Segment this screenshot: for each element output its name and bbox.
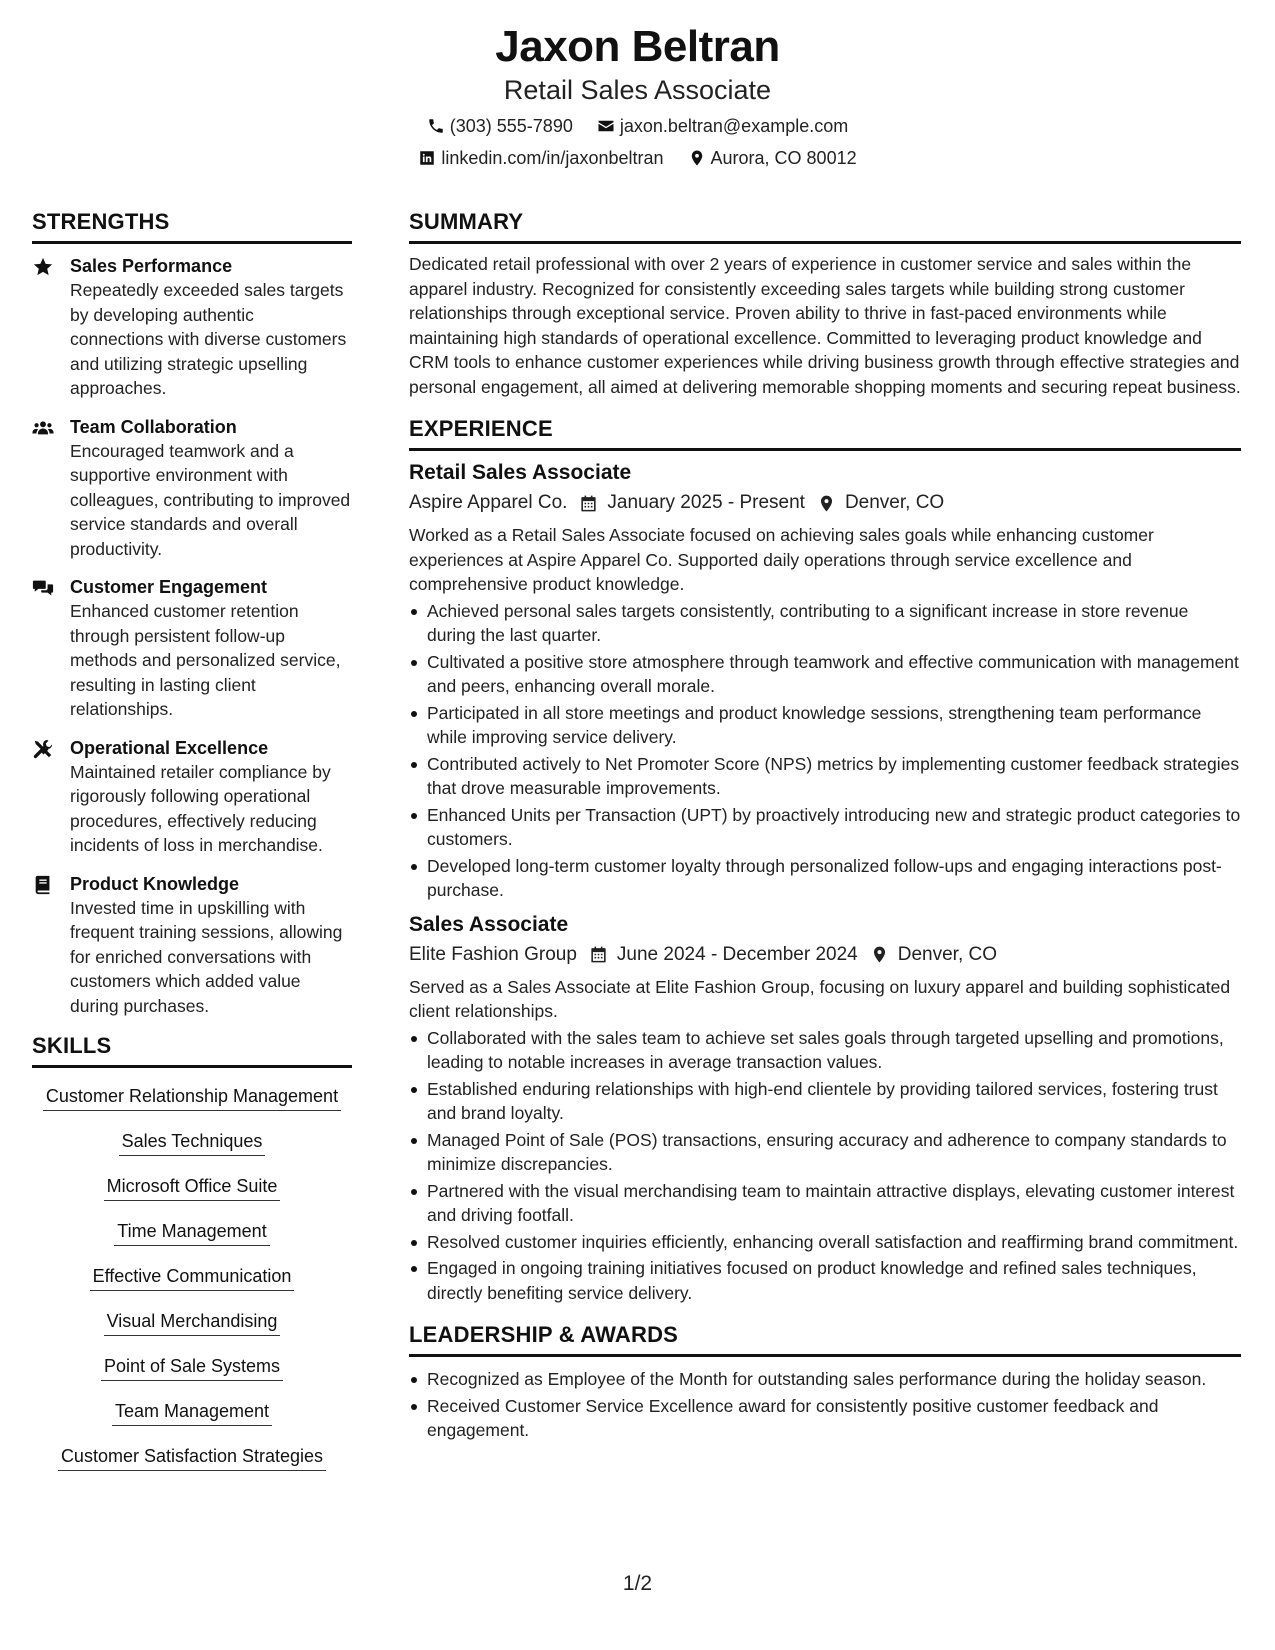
strength-title: Operational Excellence — [70, 737, 269, 758]
job-bullet: Enhanced Units per Transaction (UPT) by proactively introducing new and strategic product categories to customers. — [409, 803, 1241, 852]
strength-title: Team Collaboration — [70, 416, 237, 437]
awards-heading: LEADERSHIP & AWARDS — [409, 1321, 1241, 1357]
map-marker-icon — [817, 494, 836, 513]
skill-tag: Microsoft Office Suite — [104, 1174, 281, 1201]
job-bullet: Resolved customer inquiries efficiently, enhancing overall satisfaction and reaffirming brand commitment. — [409, 1230, 1241, 1255]
job-meta — [409, 941, 1241, 969]
skill-tag: Team Management — [112, 1399, 272, 1426]
strengths-list — [32, 254, 352, 1018]
map-marker-icon — [870, 945, 889, 964]
contact-email[interactable] — [597, 114, 848, 138]
resume-header — [0, 20, 1275, 170]
strength-text: Encouraged teamwork and a supportive environment with colleagues, contributing to improved service standards and overall productivity. — [70, 440, 351, 559]
job-bullets — [409, 1026, 1241, 1306]
skill-tag: Customer Satisfaction Strategies — [58, 1444, 326, 1471]
email-text[interactable]: jaxon.beltran@example.com — [619, 116, 849, 136]
users-icon — [32, 417, 54, 439]
skill-tag: Time Management — [114, 1219, 269, 1246]
skill-tag: Effective Communication — [90, 1264, 295, 1291]
strength-text: Invested time in upskilling with frequent training sessions, allowing for enriched conversations with customers which added value during purchases. — [70, 897, 343, 1016]
strength-item — [32, 736, 352, 858]
linkedin-icon — [418, 149, 436, 167]
strength-title: Product Knowledge — [70, 873, 240, 894]
contact-phone — [427, 114, 573, 138]
contact-row-2 — [0, 146, 1275, 170]
job-bullet: Managed Point of Sale (POS) transactions, ensuring accuracy and adherence to company standards to minimize discrepancies. — [409, 1128, 1241, 1177]
strength-text: Enhanced customer retention through persistent follow-up methods and personalized service, resulting in lasting client relationships. — [70, 601, 341, 719]
phone-icon — [427, 117, 445, 135]
phone-text: (303) 555-7890 — [449, 116, 573, 136]
strength-item — [32, 575, 352, 722]
job-location: Denver, CO — [844, 492, 945, 513]
job-company: Elite Fashion Group — [409, 943, 577, 965]
envelope-icon — [597, 117, 615, 135]
location-text: Aurora, CO 80012 — [710, 148, 857, 168]
job-entry — [409, 459, 1241, 903]
job-title: Retail Sales Associate — [409, 461, 632, 484]
job-bullet: Developed long-term customer loyalty through personalized follow-ups and engaging interactions post-purchase. — [409, 854, 1241, 903]
star-icon — [32, 256, 54, 278]
map-marker-icon — [688, 149, 706, 167]
job-dates: January 2025 - Present — [607, 492, 805, 513]
strength-title: Customer Engagement — [70, 577, 268, 597]
contact-row-1 — [0, 114, 1275, 138]
strength-text: Maintained retailer compliance by rigorously following operational procedures, effectively reducing incidents of loss in merchandise. — [70, 761, 331, 855]
calendar-icon — [579, 494, 598, 513]
strength-item — [32, 254, 352, 401]
strengths-heading: STRENGTHS — [32, 208, 352, 244]
linkedin-text[interactable]: linkedin.com/in/jaxonbeltran — [441, 148, 664, 168]
job-bullet: Achieved personal sales targets consistently, contributing to a significant increase in store revenue during the last quarter. — [409, 599, 1241, 648]
skills-heading: SKILLS — [32, 1032, 352, 1068]
job-description: Served as a Sales Associate at Elite Fashion Group, focusing on luxury apparel and building sophisticated client relationships. — [409, 976, 1231, 1021]
candidate-name: Jaxon Beltran — [495, 22, 780, 71]
job-entry — [409, 911, 1241, 1306]
page-number: 1/2 — [622, 1572, 653, 1595]
experience-heading: EXPERIENCE — [409, 415, 1241, 451]
strength-item — [32, 415, 352, 562]
job-title: Sales Associate — [409, 912, 569, 936]
strength-title: Sales Performance — [70, 256, 233, 276]
award-item: Recognized as Employee of the Month for outstanding sales performance during the holiday season. — [409, 1367, 1241, 1392]
skills-list — [32, 1084, 352, 1489]
job-location: Denver, CO — [897, 943, 998, 965]
job-bullet: Contributed actively to Net Promoter Score (NPS) metrics by implementing customer feedback strategies that drove measurable improvements. — [409, 752, 1241, 801]
award-item: Received Customer Service Excellence award for consistently positive customer feedback and engagement. — [409, 1394, 1241, 1443]
left-column — [32, 208, 352, 1489]
strength-text: Repeatedly exceeded sales targets by developing authentic connections with diverse customers and utilizing strategic upselling approaches. — [70, 280, 347, 398]
calendar-icon — [589, 945, 608, 964]
skill-tag: Sales Techniques — [119, 1129, 266, 1156]
contact-location — [688, 146, 857, 170]
summary-text: Dedicated retail professional with over 2 years of experience in customer service and sales within the apparel industry. Recognized for consistently exceeding sales targets while building strong customer relationships through exceptional service. Proven ability to thrive in fast-paced environments while maintaining high standards of operational excellence. Committed to leveraging product knowledge and CRM tools to enhance customer experiences while driving business growth through effective strategies and personal engagement, all aimed at delivering memorable shopping moments and securing repeat business. — [409, 254, 1241, 397]
right-column — [409, 208, 1241, 1445]
candidate-role: Retail Sales Associate — [503, 75, 772, 105]
summary-heading: SUMMARY — [409, 208, 1241, 244]
job-bullet: Collaborated with the sales team to achieve set sales goals through targeted upselling and promotions, leading to notable increases in average transaction values. — [409, 1026, 1241, 1075]
skill-tag: Point of Sale Systems — [101, 1354, 283, 1381]
skill-tag: Visual Merchandising — [104, 1309, 281, 1336]
awards-list — [409, 1367, 1241, 1443]
comments-icon — [32, 577, 54, 599]
job-dates: June 2024 - December 2024 — [616, 943, 858, 965]
book-icon — [32, 874, 54, 896]
job-description: Worked as a Retail Sales Associate focused on achieving sales goals while enhancing customer experiences at Aspire Apparel Co. Supported daily operations through service excellence and comprehensive product knowledge. — [409, 525, 1154, 594]
job-bullet: Partnered with the visual merchandising team to maintain attractive displays, elevating customer interest and driving footfall. — [409, 1179, 1241, 1228]
contact-linkedin[interactable] — [418, 146, 663, 170]
skill-tag: Customer Relationship Management — [43, 1084, 341, 1111]
job-meta — [409, 489, 1241, 517]
job-bullet: Participated in all store meetings and product knowledge sessions, strengthening team performance while improving service delivery. — [409, 701, 1241, 750]
job-company: Aspire Apparel Co. — [409, 492, 568, 513]
job-bullet: Engaged in ongoing training initiatives focused on product knowledge and refined sales techniques, directly benefiting service delivery. — [409, 1256, 1241, 1305]
job-bullets — [409, 599, 1241, 903]
job-bullet: Established enduring relationships with high-end clientele by providing tailored services, fostering trust and brand loyalty. — [409, 1077, 1241, 1126]
tools-icon — [32, 738, 54, 760]
job-bullet: Cultivated a positive store atmosphere through teamwork and effective communication with management and peers, enhancing overall morale. — [409, 650, 1241, 699]
strength-item — [32, 872, 352, 1019]
